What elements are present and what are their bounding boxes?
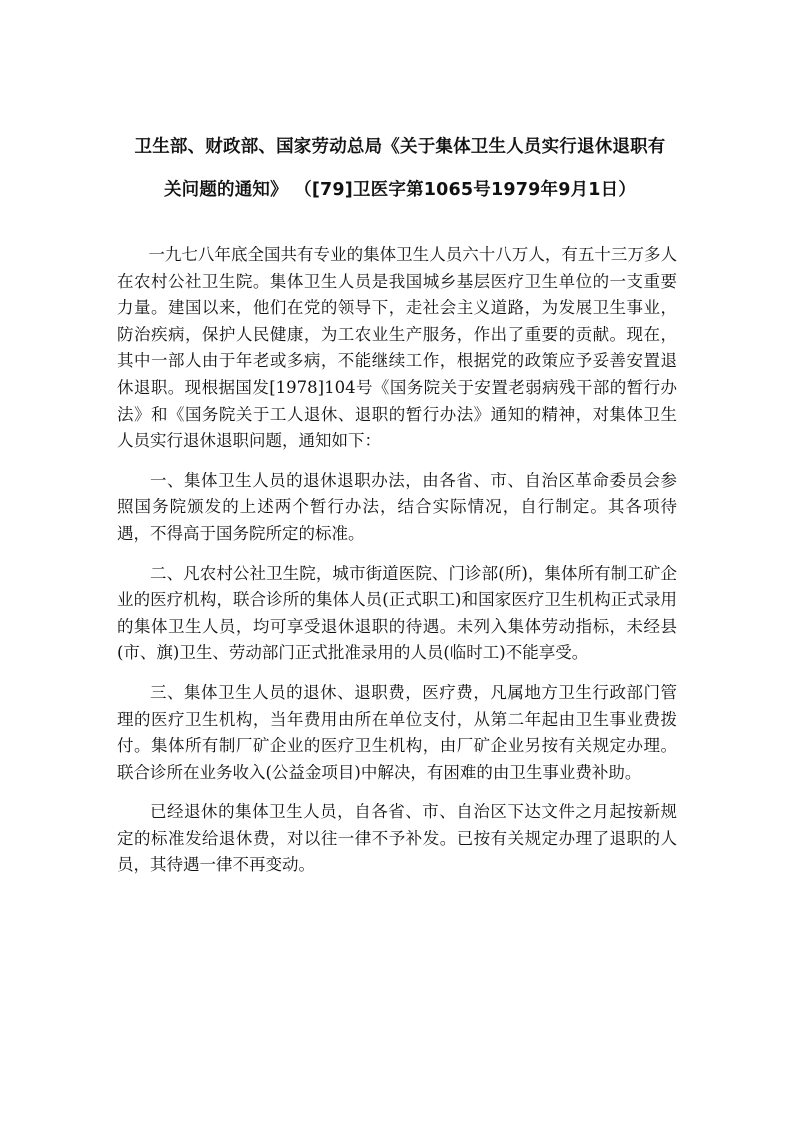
- paragraph-item-1: 一、集体卫生人员的退休退职办法，由各省、市、自治区革命委员会参照国务院颁发的上述两个暂行办法，结合实际情况，自行制定。其各项待遇，不得高于国务院所定的标准。: [117, 470, 677, 543]
- paragraph-item-3: 三、集体卫生人员的退休、退职费，医疗费，凡属地方卫生行政部门管理的医疗卫生机构，当年费用由所在单位支付，从第二年起由卫生事业费拨付。集体所有制厂矿企业的医疗卫生机构，由厂矿企业另按有关规定办理。联合诊所在业务收入(公益金项目)中解决，有困难的由卫生事业费补助。: [117, 682, 677, 782]
- paragraph-item-2: 二、凡农村公社卫生院，城市街道医院、门诊部(所)，集体所有制工矿企业的医疗机构，联合诊所的集体人员(正式职工)和国家医疗卫生机构正式录用的集体卫生人员，均可享受退休退职的待遇。未列入集体劳动指标，未经县(市、旗)卫生、劳动部门正式批准录用的人员(临时工)不能享受。: [117, 563, 677, 663]
- document-title: [100, 126, 700, 212]
- title-line-1: 卫生部、财政部、国家劳动总局《关于集体卫生人员实行退休退职有: [134, 137, 666, 157]
- document-body: [117, 242, 677, 892]
- title-line-2: 关问题的通知》 （[79]卫医字第1065号1979年9月1日）: [163, 180, 637, 200]
- paragraph-closing: 已经退休的集体卫生人员，自各省、市、自治区下达文件之月起按新规定的标准发给退休费，对以往一律不予补发。已按有关规定办理了退职的人员，其待遇一律不再变动。: [117, 802, 677, 875]
- paragraph-intro: 一九七八年底全国共有专业的集体卫生人员六十八万人，有五十三万多人在农村公社卫生院。集体卫生人员是我国城乡基层医疗卫生单位的一支重要力量。建国以来，他们在党的领导下，走社会主义道路，为发展卫生事业，防治疾病，保护人民健康，为工农业生产服务，作出了重要的贡献。现在，其中一部人由于年老或多病，不能继续工作，根据党的政策应予妥善安置退休退职。现根据国发[1978]104号《国务院关于安置老弱病残干部的暂行办法》和《国务院关于工人退休、退职的暂行办法》通知的精神，对集体卫生人员实行退休退职问题，通知如下：: [117, 245, 677, 451]
